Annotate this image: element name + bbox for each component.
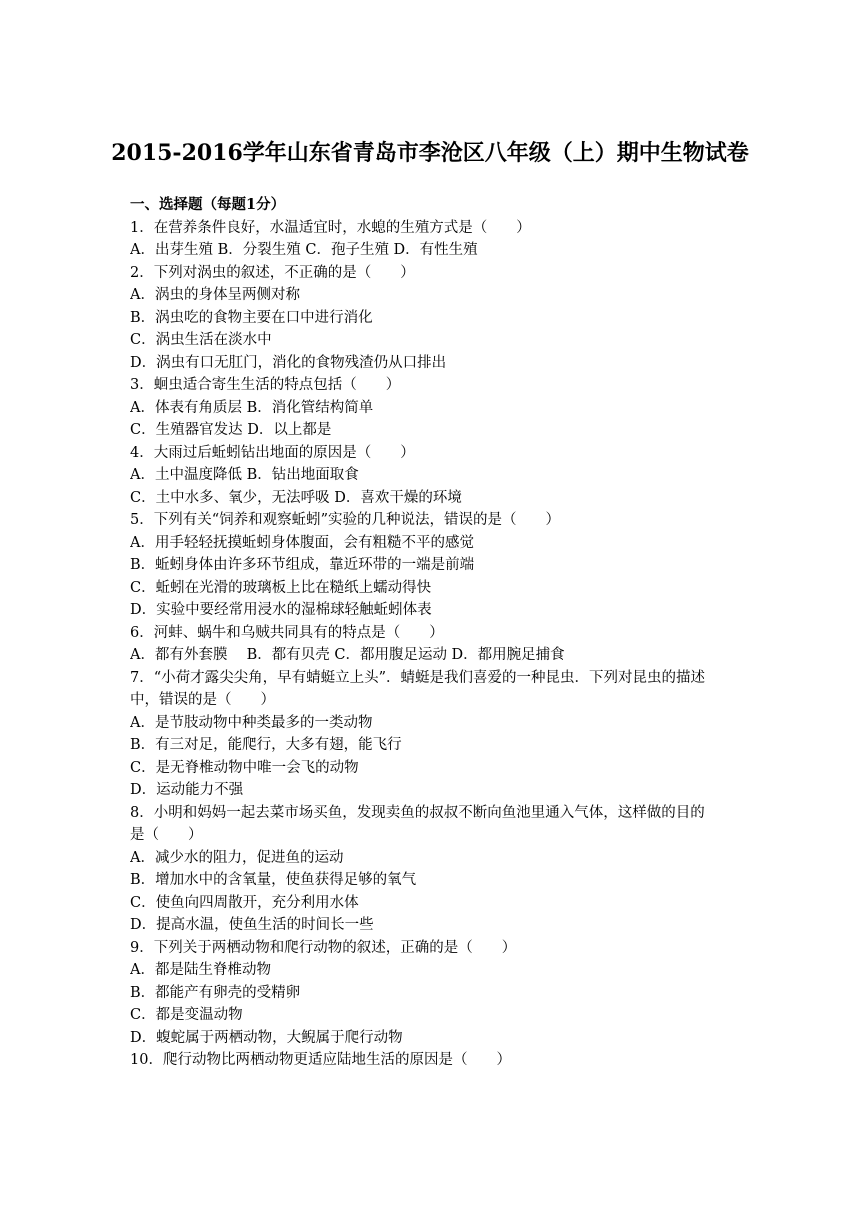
question-8-option-b: B．增加水中的含氧量，使鱼获得足够的氧气 [130, 872, 417, 888]
question-2-option-a: A．涡虫的身体呈两侧对称 [130, 287, 300, 303]
question-7-stem-line-2: 中，错误的是（ ） [130, 692, 275, 708]
exam-body [130, 194, 732, 1072]
question-9-option-c: C．都是变温动物 [130, 1007, 243, 1023]
question-2-stem: 2．下列对涡虫的叙述，不正确的是（ ） [130, 264, 415, 281]
question-5-option-d: D．实验中要经常用浸水的湿棉球轻触蚯蚓体表 [130, 602, 432, 618]
question-3-options-cd: C．生殖器官发达 D．以上都是 [130, 422, 332, 438]
question-7-stem-line-1: 7．“小荷才露尖尖角，早有蜻蜓立上头”．蜻蜓是我们喜爱的一种昆虫．下列对昆虫的描述 [130, 669, 706, 686]
question-7-option-c: C．是无脊椎动物中唯一会飞的动物 [130, 759, 359, 776]
question-9-stem: 9．下列关于两栖动物和爬行动物的叙述，正确的是（ ） [130, 939, 517, 956]
question-8-stem-line-1: 8．小明和妈妈一起去菜市场买鱼，发现卖鱼的叔叔不断向鱼池里通入气体，这样做的目的 [130, 804, 705, 821]
question-5-option-b: B．蚯蚓身体由许多环节组成，靠近环带的一端是前端 [130, 557, 475, 573]
question-7-option-b: B．有三对足，能爬行，大多有翅，能飞行 [130, 737, 402, 753]
question-6-options: A．都有外套膜 B．都有贝壳 C．都用腹足运动 D．都用腕足捕食 [130, 647, 565, 663]
question-1-options: A．出芽生殖 B．分裂生殖 C．孢子生殖 D．有性生殖 [130, 242, 478, 258]
question-2-option-d: D．涡虫有口无肛门，消化的食物残渣仍从口排出 [130, 354, 447, 371]
question-10-stem: 10．爬行动物比两栖动物更适应陆地生活的原因是（ ） [130, 1052, 511, 1068]
question-8-option-a: A．减少水的阻力，促进鱼的运动 [130, 849, 344, 866]
question-6-stem: 6．河蚌、蜗牛和乌贼共同具有的特点是（ ） [130, 624, 444, 641]
question-2-option-c: C．涡虫生活在淡水中 [130, 332, 272, 348]
question-5-stem: 5．下列有关“饲养和观察蚯蚓”实验的几种说法，错误的是（ ） [130, 512, 561, 528]
question-8-option-d: D．提高水温，使鱼生活的时间长一些 [130, 917, 374, 933]
question-1-stem: 1．在营养条件良好，水温适宜时，水螅的生殖方式是（ ） [130, 219, 531, 236]
question-5-option-a: A．用手轻轻抚摸蚯蚓身体腹面，会有粗糙不平的感觉 [130, 534, 474, 551]
question-4-options-cd: C．土中水多、氧少，无法呼吸 D．喜欢干燥的环境 [130, 489, 462, 506]
question-9-option-a: A．都是陆生脊椎动物 [130, 962, 271, 978]
section-heading: 一、选择题（每题1分） [130, 196, 286, 213]
question-9-option-b: B．都能产有卵壳的受精卵 [130, 984, 301, 1001]
exam-title: 2015-2016学年山东省青岛市李沧区八年级（上）期中生物试卷 [111, 140, 749, 166]
question-4-stem: 4．大雨过后蚯蚓钻出地面的原因是（ ） [130, 444, 415, 461]
question-8-option-c: C．使鱼向四周散开，充分利用水体 [130, 894, 359, 911]
question-3-options-ab: A．体表有角质层 B．消化管结构简单 [130, 399, 374, 416]
question-8-stem-line-2: 是（ ） [130, 827, 203, 843]
question-2-option-b: B．涡虫吃的食物主要在口中进行消化 [130, 309, 373, 326]
question-3-stem: 3．蛔虫适合寄生生活的特点包括（ ） [130, 377, 401, 393]
question-9-option-d: D．蝮蛇属于两栖动物，大鲵属于爬行动物 [130, 1029, 403, 1046]
question-5-option-c: C．蚯蚓在光滑的玻璃板上比在糙纸上蠕动得快 [130, 579, 432, 596]
question-7-option-a: A．是节肢动物中种类最多的一类动物 [130, 714, 373, 731]
question-7-option-d: D．运动能力不强 [130, 782, 244, 798]
question-4-options-ab: A．土中温度降低 B．钻出地面取食 [130, 467, 359, 483]
